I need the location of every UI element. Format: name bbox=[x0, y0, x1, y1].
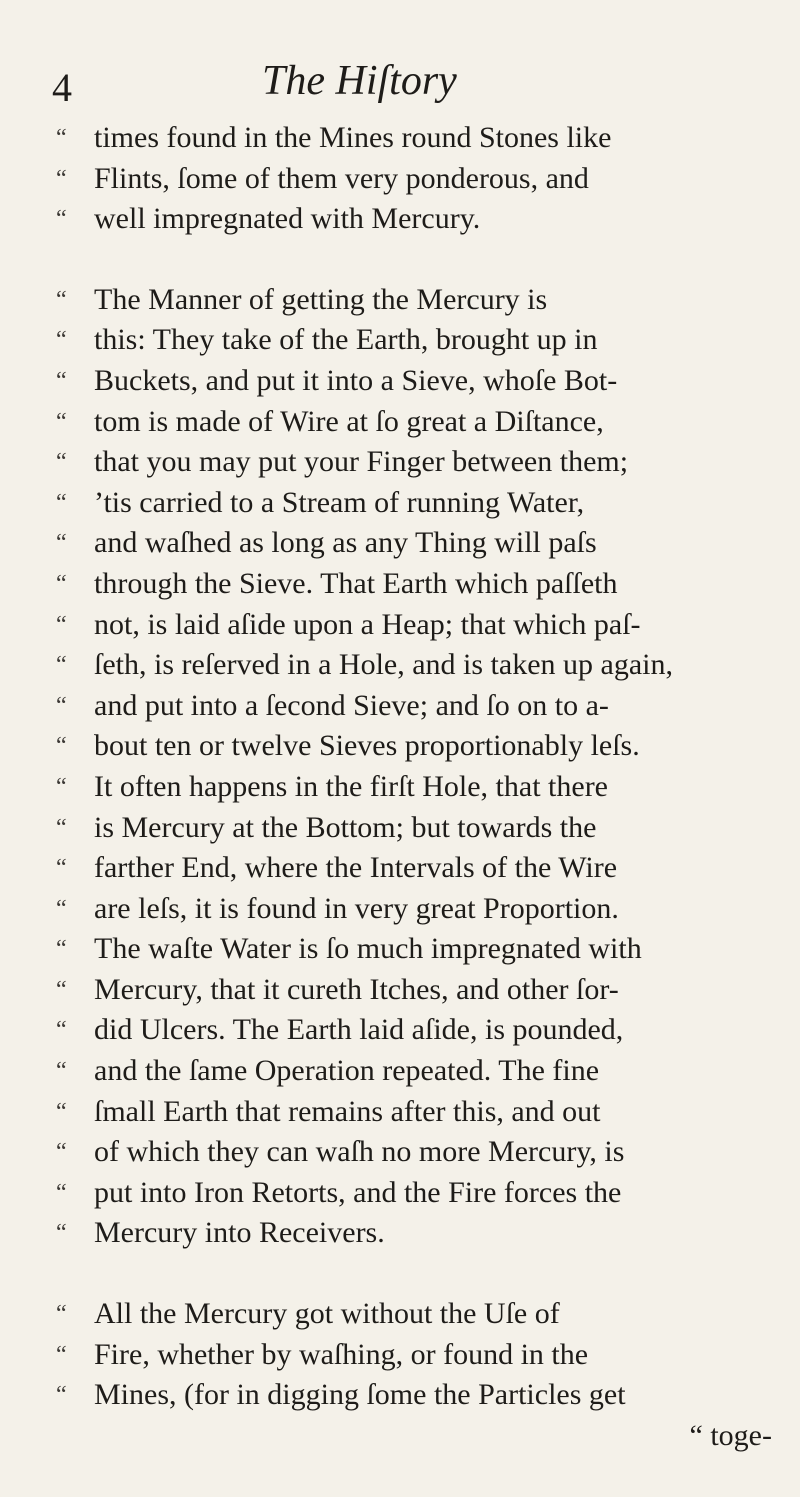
quote-mark: “ bbox=[56, 1098, 67, 1125]
text-line bbox=[56, 848, 772, 889]
text-line bbox=[56, 808, 772, 849]
quote-mark: “ bbox=[56, 327, 67, 354]
quote-mark: “ bbox=[56, 773, 67, 800]
quote-mark: “ bbox=[56, 1220, 67, 1247]
text-line bbox=[56, 1335, 772, 1376]
line-text: and put into a ſecond Sieve; and ſo on to a- bbox=[94, 688, 609, 722]
quote-mark: “ bbox=[56, 489, 67, 516]
text-line bbox=[56, 240, 772, 280]
quote-mark: “ bbox=[56, 814, 67, 841]
line-text: ſmall Earth that remains after this, and out bbox=[94, 1094, 601, 1128]
quote-mark: “ bbox=[56, 570, 67, 597]
text-line bbox=[56, 605, 772, 646]
text-line bbox=[56, 645, 772, 686]
text-line bbox=[56, 767, 772, 808]
line-text: Mercury into Receivers. bbox=[94, 1216, 385, 1250]
quote-mark: “ bbox=[56, 1058, 67, 1085]
text-line bbox=[56, 970, 772, 1011]
line-text: and waſhed as long as any Thing will paſs bbox=[94, 526, 597, 560]
line-text: The waſte Water is ſo much impregnated with bbox=[94, 932, 642, 966]
quote-mark: “ bbox=[56, 692, 67, 719]
line-text: times found in the Mines round Stones like bbox=[94, 121, 612, 154]
line-text: Flints, ſome of them very ponderous, and bbox=[94, 161, 589, 195]
line-text: put into Iron Retorts, and the Fire forces the bbox=[94, 1175, 622, 1209]
line-text: The Manner of getting the Mercury is bbox=[94, 282, 548, 316]
line-text: are leſs, it is found in very great Proportion. bbox=[94, 891, 619, 925]
page-number: 4 bbox=[52, 65, 72, 110]
quote-mark: “ bbox=[56, 286, 67, 313]
text-line bbox=[56, 564, 772, 605]
text-line bbox=[56, 1254, 772, 1294]
line-text: not, is laid aſide upon a Heap; that which paſ- bbox=[94, 607, 641, 641]
line-text: well impregnated with Mercury. bbox=[94, 202, 481, 236]
quote-mark: “ bbox=[56, 449, 67, 476]
quote-mark: “ bbox=[56, 1139, 67, 1166]
line-text: of which they can waſh no more Mercury, is bbox=[94, 1135, 625, 1169]
text-line bbox=[56, 1375, 772, 1416]
line-text: Mercury, that it cureth Itches, and other ſor- bbox=[94, 972, 619, 1006]
text-line bbox=[56, 320, 772, 361]
text-line bbox=[56, 1051, 772, 1092]
text-line bbox=[56, 199, 772, 240]
line-text: farther End, where the Intervals of the Wire bbox=[94, 851, 618, 885]
line-text: tom is made of Wire at ſo great a Diſtance, bbox=[94, 404, 604, 438]
text-line bbox=[56, 442, 772, 483]
line-text: It often happens in the firſt Hole, that there bbox=[94, 769, 608, 803]
text-line bbox=[56, 361, 772, 402]
line-text: is Mercury at the Bottom; but towards the bbox=[94, 810, 597, 844]
line-text: ’tis carried to a Stream of running Water, bbox=[94, 485, 585, 519]
line-text: and the ſame Operation repeated. The fine bbox=[94, 1054, 600, 1088]
quote-mark: “ bbox=[56, 165, 67, 192]
line-text: did Ulcers. The Earth laid aſide, is pounded, bbox=[94, 1013, 624, 1047]
line-text: through the Sieve. That Earth which paſſeth bbox=[94, 566, 618, 600]
line-text: that you may put your Finger between them; bbox=[94, 445, 629, 479]
text-line bbox=[56, 118, 772, 159]
quote-mark: “ bbox=[56, 652, 67, 679]
text-body bbox=[56, 118, 772, 1456]
quote-mark: “ bbox=[56, 206, 67, 233]
quote-mark: “ bbox=[56, 1382, 67, 1409]
page-header bbox=[52, 60, 752, 120]
line-text: bout ten or twelve Sieves proportionably leſs. bbox=[94, 729, 640, 763]
catchword: “ toge- bbox=[689, 1418, 772, 1452]
line-text: Buckets, and put it into a Sieve, whoſe Bot- bbox=[94, 363, 618, 397]
quote-mark: “ bbox=[56, 530, 67, 557]
quote-mark: “ bbox=[56, 936, 67, 963]
text-line bbox=[56, 483, 772, 524]
quote-mark: “ bbox=[56, 1017, 67, 1044]
quote-mark: “ bbox=[56, 1301, 67, 1328]
quote-mark: “ bbox=[56, 1179, 67, 1206]
text-line bbox=[56, 726, 772, 767]
line-text: Fire, whether by waſhing, or found in the bbox=[94, 1337, 589, 1371]
quote-mark: “ bbox=[56, 733, 67, 760]
line-text: Mines, (for in digging ſome the Particles get bbox=[94, 1378, 626, 1412]
text-line bbox=[56, 1132, 772, 1173]
line-text: All the Mercury got without the Uſe of bbox=[94, 1297, 560, 1331]
quote-mark: “ bbox=[56, 125, 67, 151]
line-text: this: They take of the Earth, brought up in bbox=[94, 323, 598, 357]
quote-mark: “ bbox=[56, 611, 67, 638]
text-line bbox=[56, 1092, 772, 1133]
quote-mark: “ bbox=[56, 976, 67, 1003]
quote-mark: “ bbox=[56, 408, 67, 435]
text-line bbox=[56, 1010, 772, 1051]
text-line bbox=[56, 1294, 772, 1335]
text-line bbox=[56, 1173, 772, 1214]
text-line bbox=[56, 889, 772, 930]
text-line bbox=[56, 159, 772, 200]
quote-mark: “ bbox=[56, 895, 67, 922]
text-line bbox=[56, 929, 772, 970]
text-line bbox=[56, 686, 772, 727]
text-line bbox=[56, 1213, 772, 1254]
quote-mark: “ bbox=[56, 367, 67, 394]
quote-mark: “ bbox=[56, 1341, 67, 1368]
running-title: The Hiſtory bbox=[262, 58, 457, 104]
quote-mark: “ bbox=[56, 855, 67, 882]
text-line bbox=[56, 402, 772, 443]
text-line bbox=[56, 523, 772, 564]
line-text: ſeth, is reſerved in a Hole, and is taken up again, bbox=[94, 648, 673, 682]
text-line bbox=[56, 280, 772, 321]
